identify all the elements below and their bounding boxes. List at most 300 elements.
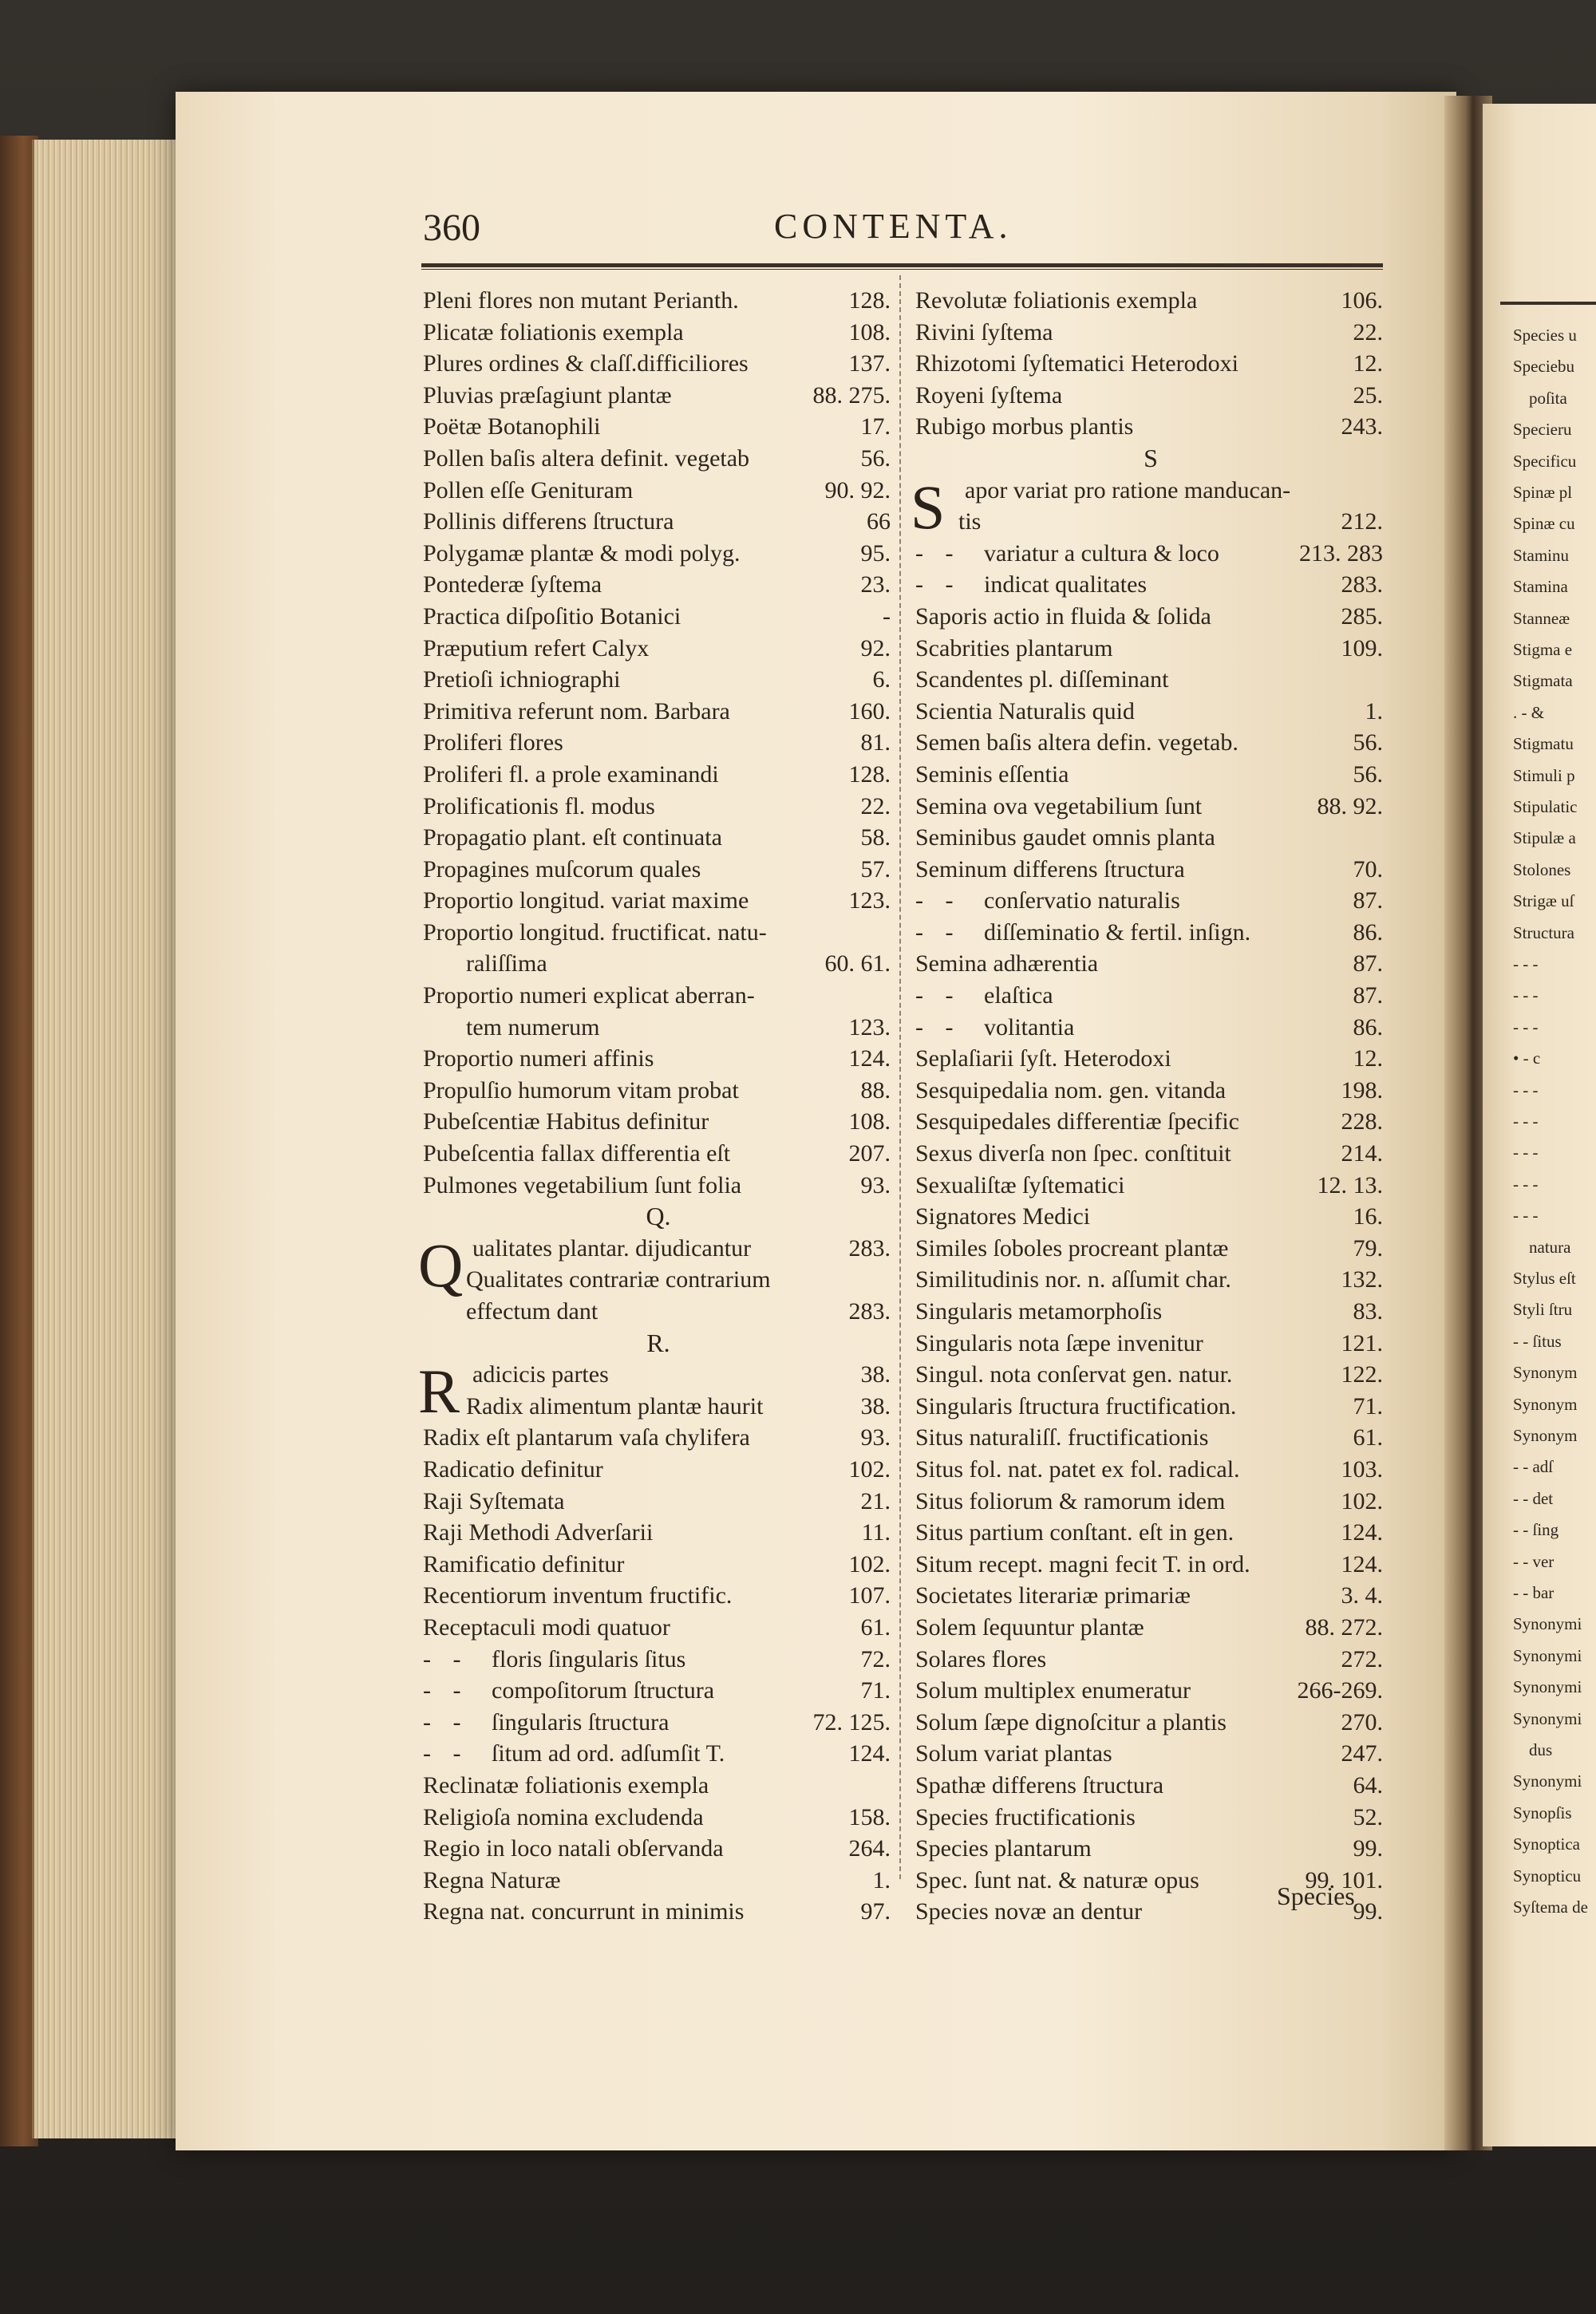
right-page-entry-fragment: Stigmata	[1513, 671, 1573, 691]
index-entry	[915, 1770, 1386, 1802]
right-page-entry-fragment: - - -	[1513, 1206, 1539, 1226]
entry-page-ref: 52.	[1353, 1803, 1383, 1830]
right-page-entry-fragment: Stipulæ a	[1513, 828, 1576, 848]
index-entry	[915, 1328, 1386, 1360]
entry-term: Situs partium conſtant. eſt in gen.	[915, 1519, 1235, 1546]
entry-page-ref: 79.	[1353, 1234, 1383, 1262]
entry-page-ref: 213. 283	[1299, 539, 1383, 567]
right-page-entry-fragment: Specificu	[1513, 451, 1577, 471]
entry-term: Radicatio definitur	[423, 1455, 603, 1483]
entry-term: Species plantarum	[915, 1835, 1092, 1862]
right-page-entry-fragment: . - &	[1513, 702, 1545, 722]
index-entry	[423, 1075, 894, 1107]
entry-term: Pubeſcentia fallax differentia eſt	[423, 1140, 731, 1167]
index-entry	[915, 1802, 1386, 1834]
index-entry	[915, 854, 1386, 886]
entry-page-ref: 92.	[860, 634, 891, 661]
entry-page-ref: 124.	[1341, 1519, 1383, 1546]
index-entry	[423, 980, 894, 1012]
entry-page-ref: 124.	[848, 1045, 891, 1072]
entry-term: elaſtica	[984, 982, 1053, 1009]
entry-page-ref: 88.	[860, 1076, 891, 1104]
entry-page-ref: 72. 125.	[812, 1708, 891, 1736]
entry-term: Radix alimentum plantæ haurit	[466, 1392, 764, 1420]
entry-page-ref: 283.	[848, 1298, 891, 1325]
ditto-dashes: - -	[915, 539, 962, 567]
entry-term: Primitiva referunt nom. Barbara	[423, 697, 730, 725]
right-page-entry-fragment: Stimuli p	[1513, 765, 1575, 785]
right-page-entry-fragment: Syſtema de	[1513, 1897, 1588, 1917]
index-entry	[423, 506, 894, 538]
entry-page-ref: 88. 272.	[1305, 1613, 1383, 1641]
entry-page-ref: 99.	[1353, 1835, 1383, 1862]
entry-term: Singul. nota conſervat gen. natur.	[915, 1361, 1233, 1388]
index-entry	[423, 917, 894, 949]
entry-term: Raji Methodi Adverſarii	[423, 1519, 654, 1546]
index-entry	[915, 1170, 1386, 1202]
page-fore-edge	[32, 140, 186, 2138]
entry-page-ref: 102.	[848, 1455, 891, 1483]
index-column-left	[418, 285, 894, 1928]
index-entry	[915, 285, 1386, 317]
index-entry	[423, 1675, 894, 1707]
right-page-entry-fragment: poſita	[1529, 388, 1567, 408]
index-entry	[915, 1644, 1386, 1676]
right-page-entry-fragment: Spinæ cu	[1513, 514, 1575, 534]
ditto-dashes: - -	[915, 982, 962, 1009]
entry-page-ref: 22.	[1353, 318, 1383, 346]
entry-page-ref: 106.	[1341, 287, 1383, 314]
entry-page-ref: 1.	[872, 1866, 891, 1893]
index-entry	[915, 1833, 1386, 1865]
right-page-entry-fragment: - - ſing	[1513, 1520, 1559, 1540]
right-page-entry-fragment: dus	[1529, 1740, 1553, 1759]
entry-page-ref: 16.	[1353, 1203, 1383, 1230]
index-entry	[423, 1422, 894, 1454]
right-page-entry-fragment: Stigma e	[1513, 640, 1573, 659]
ditto-dashes: - -	[915, 1013, 962, 1041]
index-entry	[915, 791, 1386, 823]
index-entry	[423, 475, 894, 507]
entry-term: Semina adhærentia	[915, 950, 1099, 977]
right-page-entry-fragment: Stolones	[1513, 859, 1571, 879]
ditto-dashes: - -	[915, 571, 962, 598]
entry-page-ref: 86.	[1353, 918, 1383, 946]
entry-term: Solum ſæpe dignoſcitur a plantis	[915, 1708, 1227, 1736]
entry-page-ref: 60. 61.	[824, 950, 891, 977]
right-page-entry-fragment: Synopſis	[1513, 1803, 1572, 1822]
entry-page-ref: 99.	[1353, 1898, 1383, 1925]
entry-term: Situs naturaliſſ. fructificationis	[915, 1424, 1209, 1451]
right-page-entry-fragment: Specieru	[1513, 420, 1572, 440]
entry-page-ref: 12.	[1353, 350, 1383, 377]
entry-page-ref: 38.	[860, 1361, 891, 1388]
right-page-entry-fragment: Strigæ uſ	[1513, 891, 1574, 911]
index-entry	[915, 317, 1386, 349]
entry-page-ref: 72.	[860, 1645, 891, 1672]
index-entry	[423, 411, 894, 443]
index-entry	[915, 917, 1386, 949]
entry-term: compoſitorum ſtructura	[492, 1677, 715, 1704]
entry-term: Rivini ſyſtema	[915, 318, 1053, 346]
entry-page-ref: 88. 275.	[812, 381, 891, 409]
entry-page-ref: 56.	[860, 444, 891, 472]
right-page-entry-fragment: Staminu	[1513, 545, 1570, 565]
index-entry	[423, 348, 894, 380]
entry-term: Reclinatæ foliationis exempla	[423, 1771, 709, 1799]
entry-term: Pollinis differens ſtructura	[423, 508, 674, 535]
index-entry	[915, 1359, 1386, 1391]
index-entry	[915, 1486, 1386, 1518]
index-entry	[423, 1833, 894, 1865]
index-entry	[423, 601, 894, 633]
index-entry	[915, 1517, 1386, 1549]
entry-term: Recentiorum inventum fructific.	[423, 1582, 733, 1609]
entry-page-ref: 95.	[860, 539, 891, 567]
entry-page-ref: 66	[867, 508, 891, 535]
index-entry	[915, 633, 1386, 665]
right-page-entry-fragment: Synonymi	[1513, 1614, 1582, 1634]
index-entry	[915, 696, 1386, 728]
entry-term: Species fructificationis	[915, 1803, 1136, 1830]
index-entry	[423, 1170, 894, 1202]
index-entry	[423, 1012, 894, 1044]
index-entry	[915, 411, 1386, 443]
drop-initial: S	[911, 472, 946, 542]
entry-page-ref: 57.	[860, 855, 891, 883]
entry-page-ref: 214.	[1341, 1140, 1383, 1167]
entry-term: Scientia Naturalis quid	[915, 697, 1135, 725]
index-entry	[423, 1580, 894, 1612]
ditto-dashes: - -	[423, 1708, 469, 1736]
entry-term: Signatores Medici	[915, 1203, 1091, 1230]
right-page-entry-fragment: • - c	[1513, 1048, 1541, 1068]
index-entry	[423, 1391, 894, 1423]
entry-term: tem numerum	[466, 1013, 600, 1041]
entry-page-ref: 61.	[1353, 1424, 1383, 1451]
index-entry	[915, 1675, 1386, 1707]
entry-page-ref: -	[883, 602, 891, 630]
entry-term: Proliferi flores	[423, 729, 563, 756]
right-page-entry-fragment: Stylus eſt	[1513, 1269, 1576, 1288]
entry-term: Poëtæ Botanophili	[423, 413, 601, 440]
drop-initial: Q	[418, 1230, 464, 1300]
index-entry	[423, 1770, 894, 1802]
index-entry	[915, 506, 1386, 538]
index-entry	[423, 285, 894, 317]
index-entry	[423, 380, 894, 412]
entry-page-ref: 243.	[1341, 413, 1383, 440]
entry-term: Seplaſiarii ſyſt. Heterodoxi	[915, 1045, 1171, 1072]
right-page-entry-fragment: - - bar	[1513, 1583, 1555, 1602]
entry-term: Regna Naturæ	[423, 1866, 561, 1893]
entry-term: Proliferi fl. a prole examinandi	[423, 760, 719, 788]
index-entry	[915, 664, 1386, 696]
section-letter: R.	[646, 1328, 670, 1357]
ditto-dashes: - -	[423, 1677, 469, 1704]
entry-page-ref: 102.	[848, 1550, 891, 1578]
index-entry	[423, 1296, 894, 1328]
entry-page-ref: 88. 92.	[1317, 792, 1383, 819]
entry-term: Propagatio plant. eſt continuata	[423, 824, 722, 851]
entry-term: Rhizotomi ſyſtematici Heterodoxi	[915, 350, 1238, 377]
index-entry	[423, 664, 894, 696]
entry-page-ref: 228.	[1341, 1108, 1383, 1135]
entry-term: Species novæ an dentur	[915, 1898, 1143, 1925]
entry-term: Pontederæ ſyſtema	[423, 571, 602, 598]
entry-page-ref: 21.	[860, 1487, 891, 1514]
entry-page-ref: 103.	[1341, 1455, 1383, 1483]
entry-page-ref: 3. 4.	[1341, 1582, 1383, 1609]
index-entry	[423, 1264, 894, 1296]
entry-page-ref: 17.	[860, 413, 891, 440]
entry-term: tis	[958, 508, 982, 535]
page-number: 360	[423, 207, 480, 249]
right-page-entry-fragment: Speciebu	[1513, 357, 1574, 377]
entry-term: Spathæ differens ſtructura	[915, 1771, 1164, 1799]
right-page-entry-fragment: Synonymi	[1513, 1677, 1582, 1697]
index-entry	[423, 696, 894, 728]
entry-page-ref: 12. 13.	[1317, 1171, 1383, 1198]
index-entry	[423, 1612, 894, 1644]
entry-term: Solares flores	[915, 1645, 1047, 1672]
entry-page-ref: 87.	[1353, 982, 1383, 1009]
right-page-entry-fragment: Synonymi	[1513, 1708, 1582, 1728]
entry-page-ref: 81.	[860, 729, 891, 756]
right-page-entry-fragment: Synoptica	[1513, 1834, 1580, 1854]
right-page-entry-fragment: - - adſ	[1513, 1457, 1554, 1477]
entry-term: indicat qualitates	[984, 571, 1148, 598]
entry-term: Revolutæ foliationis exempla	[915, 287, 1198, 314]
entry-page-ref: 270.	[1341, 1708, 1383, 1736]
entry-term: Practica diſpoſitio Botanici	[423, 602, 681, 630]
ditto-dashes: - -	[423, 1740, 469, 1767]
entry-page-ref: 87.	[1353, 887, 1383, 914]
entry-term: Spec. ſunt nat. & naturæ opus	[915, 1866, 1199, 1893]
right-page-entry-fragment: Stipulatic	[1513, 797, 1578, 816]
entry-term: Proportio numeri affinis	[423, 1045, 654, 1072]
entry-page-ref: 108.	[848, 318, 891, 346]
right-page-entry-fragment: - - -	[1513, 1143, 1539, 1163]
entry-term: Pubeſcentiæ Habitus definitur	[423, 1108, 709, 1135]
entry-term: Proportio longitud. variat maxime	[423, 887, 749, 914]
right-page-entry-fragment: - - -	[1513, 1174, 1539, 1194]
entry-page-ref: 124.	[848, 1740, 891, 1767]
entry-term: Scandentes pl. diſſeminant	[915, 666, 1169, 693]
entry-term: Sesquipedales differentiæ ſpecific	[915, 1108, 1239, 1135]
entry-term: Sexualiſtæ ſyſtematici	[915, 1171, 1125, 1198]
entry-page-ref: 121.	[1341, 1329, 1383, 1356]
entry-page-ref: 128.	[848, 760, 891, 788]
entry-term: Pulmones vegetabilium ſunt folia	[423, 1171, 742, 1198]
index-entry	[915, 1549, 1386, 1581]
index-entry	[915, 822, 1386, 854]
index-entry	[915, 1138, 1386, 1170]
index-entry	[423, 948, 894, 980]
entry-page-ref: 207.	[848, 1140, 891, 1167]
entry-page-ref: 61.	[860, 1613, 891, 1641]
catchword: Species	[1277, 1882, 1355, 1910]
index-entry	[423, 1644, 894, 1676]
ditto-dashes: - -	[915, 887, 962, 914]
ditto-dashes: - -	[423, 1645, 469, 1672]
index-entry	[423, 1043, 894, 1075]
entry-page-ref: 93.	[860, 1171, 891, 1198]
index-entry	[915, 759, 1386, 791]
index-entry	[423, 1486, 894, 1518]
entry-page-ref: 158.	[848, 1803, 891, 1830]
entry-page-ref: 212.	[1341, 508, 1383, 535]
entry-term: Situm recept. magni fecit T. in ord.	[915, 1550, 1250, 1578]
entry-page-ref: 283.	[848, 1234, 891, 1262]
index-entry	[423, 885, 894, 917]
entry-term: Situs fol. nat. patet ex fol. radical.	[915, 1455, 1240, 1483]
entry-term: Propagines muſcorum quales	[423, 855, 701, 883]
right-page-entry-fragment: Structura	[1513, 922, 1574, 942]
right-page-entry-fragment: Synonym	[1513, 1363, 1578, 1383]
index-entry	[915, 885, 1386, 917]
header-rule	[421, 263, 1383, 270]
entry-page-ref: 38.	[860, 1392, 891, 1420]
entry-page-ref: 137.	[848, 350, 891, 377]
entry-page-ref: 90. 92.	[824, 476, 891, 503]
index-entry	[915, 538, 1386, 570]
entry-page-ref: 97.	[860, 1898, 891, 1925]
entry-term: Royeni ſyſtema	[915, 381, 1063, 409]
entry-page-ref: 25.	[1353, 381, 1383, 409]
entry-term: Solem ſequuntur plantæ	[915, 1613, 1144, 1641]
index-entry	[915, 1264, 1386, 1296]
entry-page-ref: 160.	[848, 697, 891, 725]
entry-term: floris ſingularis ſitus	[492, 1645, 686, 1672]
entry-term: Qualitates contrariæ contrarium	[466, 1266, 771, 1293]
index-entry	[915, 1738, 1386, 1770]
entry-term: ſingularis ſtructura	[492, 1708, 670, 1736]
index-entry	[423, 1106, 894, 1138]
index-entry	[915, 569, 1386, 601]
entry-term: Sexus diverſa non ſpec. conſtituit	[915, 1140, 1231, 1167]
right-page-entry-fragment: Styli ſtru	[1513, 1300, 1573, 1320]
entry-page-ref: 266-269.	[1297, 1677, 1383, 1704]
entry-term: raliſſima	[466, 950, 547, 977]
index-column-right	[911, 285, 1386, 1928]
entry-term: Similitudinis nor. n. aſſumit char.	[915, 1266, 1231, 1293]
entry-page-ref: 108.	[848, 1108, 891, 1135]
right-page-entry-fragment: - - -	[1513, 954, 1539, 973]
index-entry	[423, 569, 894, 601]
entry-page-ref: 86.	[1353, 1013, 1383, 1041]
entry-term: Societates literariæ primariæ	[915, 1582, 1191, 1609]
entry-term: variatur a cultura & loco	[984, 539, 1219, 567]
right-page-rule	[1500, 302, 1596, 305]
entry-page-ref: 93.	[860, 1424, 891, 1451]
entry-term: ualitates plantar. dijudicantur	[472, 1234, 752, 1262]
entry-term: volitantia	[984, 1013, 1075, 1041]
entry-term: Pleni flores non mutant Perianth.	[423, 287, 739, 314]
entry-term: Similes ſoboles procreant plantæ	[915, 1234, 1229, 1262]
entry-page-ref: 107.	[848, 1582, 891, 1609]
entry-term: Semina ova vegetabilium ſunt	[915, 792, 1203, 819]
entry-page-ref: 87.	[1353, 950, 1383, 977]
entry-page-ref: 71.	[860, 1677, 891, 1704]
entry-term: adicicis partes	[472, 1361, 609, 1388]
right-page-entry-fragment: Spinæ pl	[1513, 483, 1573, 502]
entry-term: Scabrities plantarum	[915, 634, 1113, 661]
entry-page-ref: 102.	[1341, 1487, 1383, 1514]
entry-term: Propulſio humorum vitam probat	[423, 1076, 739, 1104]
running-title: CONTENTA.	[774, 207, 1013, 246]
right-page-entry-fragment: Synopticu	[1513, 1866, 1582, 1886]
right-page-entry-fragment: - - -	[1513, 1017, 1539, 1037]
entry-page-ref: 283.	[1341, 571, 1383, 598]
index-entry	[915, 1296, 1386, 1328]
entry-page-ref: 123.	[848, 887, 891, 914]
entry-page-ref: 264.	[848, 1835, 891, 1862]
index-entry	[423, 538, 894, 570]
entry-page-ref: 122.	[1341, 1361, 1383, 1388]
entry-page-ref: 132.	[1341, 1266, 1383, 1293]
index-entry	[423, 443, 894, 475]
index-entry	[423, 727, 894, 759]
entry-term: ſitum ad ord. adſumſit T.	[492, 1740, 725, 1767]
entry-term: apor variat pro ratione manducan-	[965, 476, 1291, 503]
column-divider	[899, 275, 901, 1879]
right-page-entry-fragment: - - -	[1513, 985, 1539, 1005]
index-entry	[423, 759, 894, 791]
index-entry	[423, 1707, 894, 1739]
index-entry	[915, 727, 1386, 759]
index-entry	[423, 822, 894, 854]
index-entry	[915, 1422, 1386, 1454]
entry-term: Regio in loco natali obſervanda	[423, 1835, 724, 1862]
index-entry	[423, 1138, 894, 1170]
entry-term: Situs foliorum & ramorum idem	[915, 1487, 1226, 1514]
entry-term: Regna nat. concurrunt in minimis	[423, 1898, 745, 1925]
entry-page-ref: 198.	[1341, 1076, 1383, 1104]
entry-term: Religioſa nomina excludenda	[423, 1803, 704, 1830]
entry-term: Semen baſis altera defin. vegetab.	[915, 729, 1238, 756]
entry-page-ref: 56.	[1353, 760, 1383, 788]
index-entry	[915, 1612, 1386, 1644]
index-entry	[915, 980, 1386, 1012]
index-entry	[915, 1391, 1386, 1423]
right-page-entry-fragment: Synonymi	[1513, 1771, 1582, 1791]
entry-term: Plicatæ foliationis exempla	[423, 318, 684, 346]
right-page-entry-fragment: Species u	[1513, 326, 1577, 345]
index-entry	[423, 1738, 894, 1770]
entry-term: Seminum differens ſtructura	[915, 855, 1185, 883]
right-page-entry-fragment: Synonym	[1513, 1394, 1578, 1414]
entry-page-ref: 99. 101.	[1305, 1866, 1383, 1893]
entry-page-ref: 56.	[1353, 729, 1383, 756]
entry-page-ref: 23.	[860, 571, 891, 598]
entry-term: Præputium refert Calyx	[423, 634, 650, 661]
drop-initial: R	[418, 1356, 460, 1427]
index-entry	[423, 1549, 894, 1581]
entry-term: Singularis ſtructura fructification.	[915, 1392, 1237, 1420]
entry-term: Singularis nota ſæpe invenitur	[915, 1329, 1203, 1356]
index-entry	[423, 1865, 894, 1897]
entry-term: Pollen baſis altera definit. vegetab	[423, 444, 750, 472]
entry-term: Saporis actio in fluida & ſolida	[915, 602, 1211, 630]
entry-page-ref: 123.	[848, 1013, 891, 1041]
index-entry	[915, 1075, 1386, 1107]
entry-page-ref: 11.	[861, 1519, 891, 1546]
entry-term: Pluvias præſagiunt plantæ	[423, 381, 672, 409]
entry-term: Proportio longitud. fructificat. natu-	[423, 918, 767, 946]
entry-term: Seminis eſſentia	[915, 760, 1069, 788]
index-entry	[423, 854, 894, 886]
